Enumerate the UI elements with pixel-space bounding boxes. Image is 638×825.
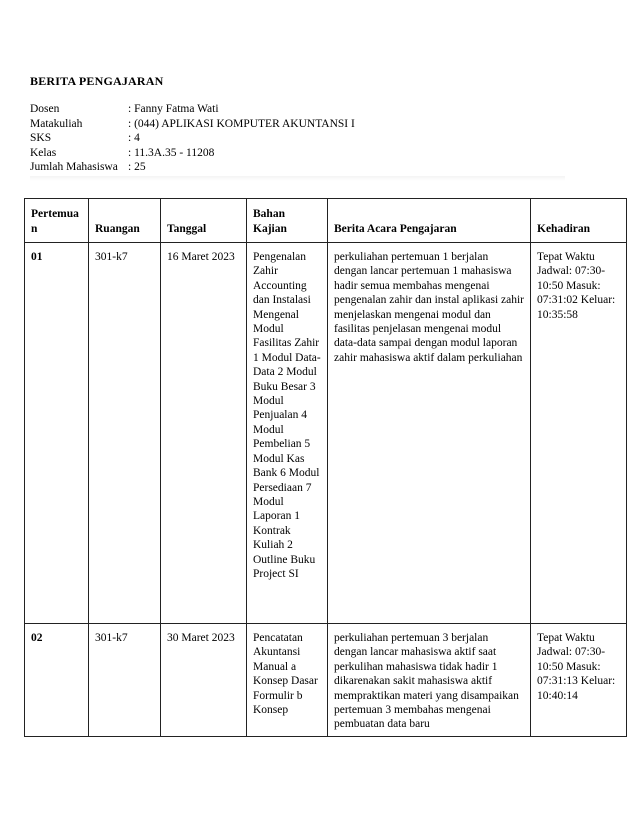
header-tanggal: Tanggal: [161, 199, 247, 243]
cell-berita-acara: perkuliahan pertemuan 1 berjalan dengan lancar pertemuan 1 mahasiswa hadir semua membahas mengenai pengenalan zahir dan instal aplikasi zahir menjelaskan mengenai modul dan fasilitas penjelasan mengenai modul data-data sampai dengan modul laporan zahir mahasiswa aktif dalam perkuliahan: [328, 243, 531, 624]
cell-bahan-kajian: Pengenalan Zahir Accounting dan Instalasi Mengenal Modul Fasilitas Zahir 1 Modul Data-Data 2 Modul Buku Besar 3 Modul Penjualan 4 Modul Pembelian 5 Modul Kas Bank 6 Modul Persediaan 7 Modul Laporan 1 Kontrak Kuliah 2 Outline Buku Project SI: [247, 243, 328, 624]
document-title: BERITA PENGAJARAN: [30, 74, 164, 88]
info-row-kelas: [30, 146, 355, 161]
cell-pertemuan: 01: [25, 243, 89, 624]
course-info: [30, 102, 355, 175]
info-label: Kelas: [30, 146, 57, 159]
cell-tanggal: 16 Maret 2023: [161, 243, 247, 624]
cell-tanggal: 30 Maret 2023: [161, 624, 247, 737]
info-value: : 11.3A.35 - 11208: [128, 146, 215, 159]
cell-ruangan: 301-k7: [89, 243, 161, 624]
cell-kehadiran: Tepat Waktu Jadwal: 07:30-10:50 Masuk: 07:31:13 Keluar: 10:40:14: [531, 624, 627, 737]
info-row-jumlah-mahasiswa: [30, 160, 355, 175]
table-row: [25, 624, 627, 737]
cell-ruangan: 301-k7: [89, 624, 161, 737]
header-bahan-kajian: Bahan Kajian: [247, 199, 328, 243]
cell-bahan-kajian: Pencatatan Akuntansi Manual a Konsep Dasar Formulir b Konsep: [247, 624, 328, 737]
info-value: : 25: [128, 161, 146, 173]
info-label: Matakuliah: [30, 117, 83, 130]
cell-berita-acara: perkuliahan pertemuan 3 berjalan dengan lancar mahasiswa aktif saat perkulihan mahasiswa tidak hadir 1 dikarenakan sakit mahasiswa aktif mempraktikan materi yang disampaikan pertemuan 3 membahas mengenai pembuatan data baru: [328, 624, 531, 737]
divider: [30, 176, 565, 181]
info-row-matakuliah: [30, 117, 355, 132]
info-label: Dosen: [30, 103, 60, 115]
header-pertemuan: Pertemuan: [25, 199, 89, 243]
header-ruangan: Ruangan: [89, 199, 161, 243]
header-berita-acara: Berita Acara Pengajaran: [328, 199, 531, 243]
info-value: : (044) APLIKASI KOMPUTER AKUNTANSI I: [128, 117, 355, 130]
info-label: SKS: [30, 132, 52, 144]
info-value: : Fanny Fatma Wati: [128, 103, 219, 115]
info-label: Jumlah Mahasiswa: [30, 161, 118, 173]
table-header-row: [25, 199, 627, 243]
header-kehadiran: Kehadiran: [531, 199, 627, 243]
info-row-sks: [30, 131, 355, 146]
table-row: [25, 243, 627, 624]
schedule-table: [24, 198, 627, 737]
info-value: : 4: [128, 132, 140, 144]
info-row-dosen: [30, 102, 355, 117]
cell-kehadiran: Tepat Waktu Jadwal: 07:30-10:50 Masuk: 07:31:02 Keluar: 10:35:58: [531, 243, 627, 624]
cell-pertemuan: 02: [25, 624, 89, 737]
